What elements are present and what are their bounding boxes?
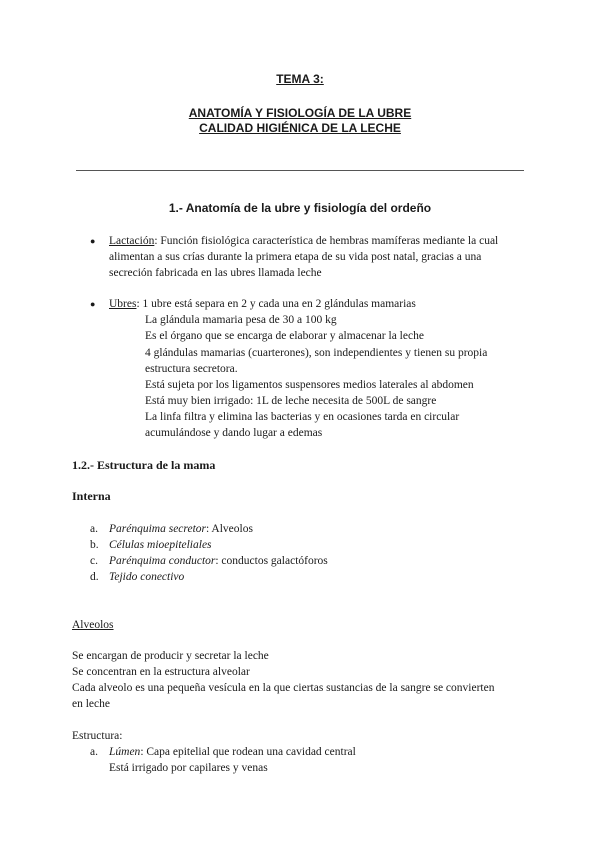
alveolos-line: Cada alveolo es una pequeña vesícula en la que ciertas sustancias de la sangre se convierten — [72, 682, 495, 694]
bullet-icon: ● — [90, 299, 96, 309]
list-item-term: Parénquima secretor — [109, 523, 206, 535]
list-item-term: Tejido conectivo — [109, 571, 185, 583]
page-title-line1: ANATOMÍA Y FISIOLOGÍA DE LA UBRE — [188, 106, 412, 120]
list-item — [109, 569, 184, 585]
lumen-text: : Capa epitelial que rodean una cavidad central — [140, 746, 356, 758]
list-item — [109, 537, 212, 553]
lumen-line2: Está irrigado por capilares y venas — [109, 762, 268, 774]
list-marker: b. — [90, 539, 99, 551]
lactacion-line3: secreción fabricada en las ubres llamada leche — [109, 267, 322, 279]
ubres-sub-line: acumulándose y dando lugar a edemas — [145, 427, 323, 439]
list-item — [109, 553, 328, 569]
list-marker: a. — [90, 523, 98, 535]
list-item — [109, 521, 253, 537]
list-item-term: Células mioepiteliales — [109, 539, 212, 551]
estructura-label: Estructura: — [72, 730, 123, 742]
lactacion-line2: alimentan a sus crías durante la primera etapa de su vida post natal, gracias a una — [109, 251, 482, 263]
ubres-sub-line: estructura secretora. — [145, 363, 238, 375]
alveolos-line: Se encargan de producir y secretar la leche — [72, 650, 269, 662]
lactacion-text: : Función fisiológica característica de hembras mamíferas mediante la cual — [154, 235, 499, 247]
alveolos-heading: Alveolos — [72, 619, 114, 631]
interna-heading: Interna — [72, 489, 111, 503]
page-title-line2: CALIDAD HIGIÉNICA DE LA LECHE — [199, 121, 401, 135]
ubres-sub-line: Está sujeta por los ligamentos suspensores medios laterales al abdomen — [145, 379, 474, 391]
list-marker: c. — [90, 555, 98, 567]
ubres-sub-line: 4 glándulas mamarias (cuarterones), son independientes y tienen su propia — [145, 347, 488, 359]
horizontal-divider — [76, 170, 524, 171]
bullet-icon: ● — [90, 236, 96, 246]
ubres-sub-line: Está muy bien irrigado: 1L de leche necesita de 500L de sangre — [145, 395, 437, 407]
ubres-text: : 1 ubre está separa en 2 y cada una en 2 glándulas mamarias — [136, 298, 416, 310]
list-item-rest: : conductos galactóforos — [215, 555, 328, 567]
lumen-item — [109, 744, 356, 760]
list-marker: a. — [90, 746, 98, 758]
alveolos-line: Se concentran en la estructura alveolar — [72, 666, 250, 678]
lactacion-line1 — [109, 233, 498, 249]
section1-heading: 1.- Anatomía de la ubre y fisiología del ordeño — [168, 201, 432, 215]
lactacion-term: Lactación — [109, 235, 155, 247]
list-item-rest: : Alveolos — [206, 523, 253, 535]
ubres-sub-line: Es el órgano que se encarga de elaborar y almacenar la leche — [145, 330, 424, 342]
lumen-term: Lúmen — [109, 746, 141, 758]
ubres-sub-line: La glándula mamaria pesa de 30 a 100 kg — [145, 314, 337, 326]
list-marker: d. — [90, 571, 99, 583]
section12-heading: 1.2.- Estructura de la mama — [72, 458, 216, 472]
ubres-term: Ubres — [109, 298, 137, 310]
ubres-sub-line: La linfa filtra y elimina las bacterias y en ocasiones tarda en circular — [145, 411, 460, 423]
alveolos-line: en leche — [72, 698, 110, 710]
ubres-line1 — [109, 296, 416, 312]
list-item-term: Parénquima conductor — [109, 555, 216, 567]
tema-label: TEMA 3: — [276, 72, 324, 86]
